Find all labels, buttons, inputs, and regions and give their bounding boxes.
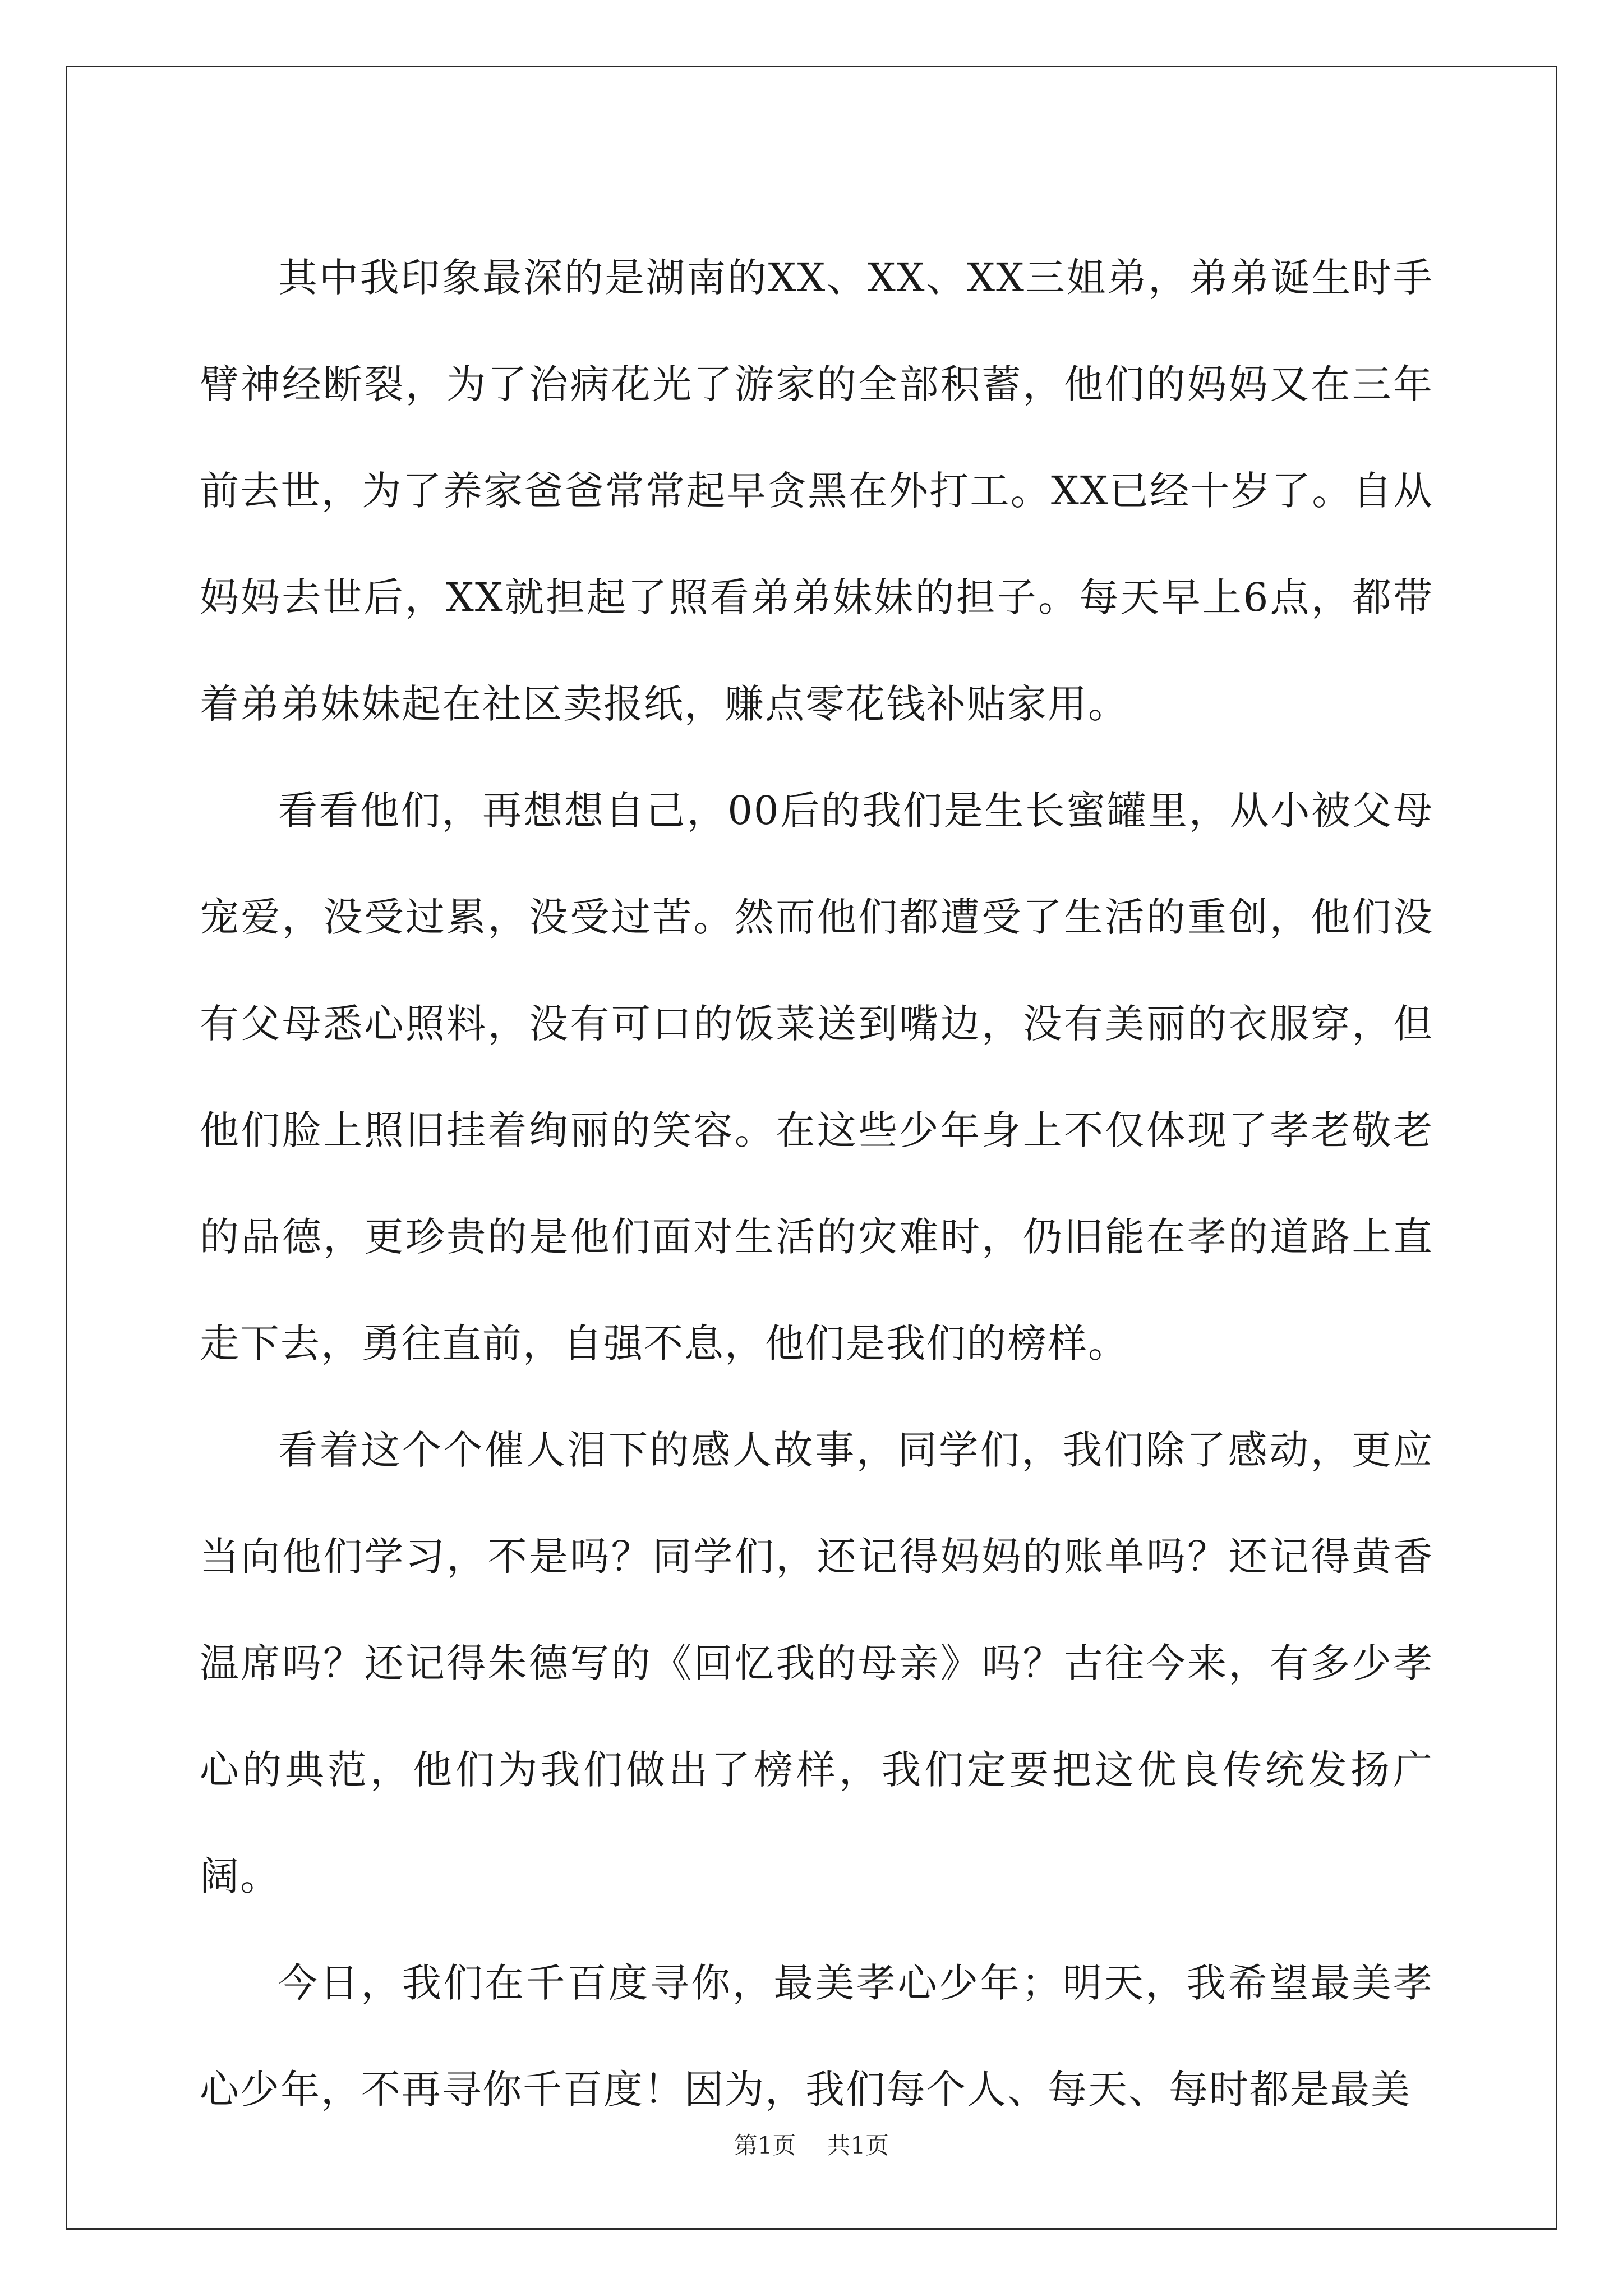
paragraph-2: 看看他们，再想想自己，00后的我们是生长蜜罐里，从小被父母宠爱，没受过累，没受过苦。然而他们都遭受了生活的重创，他们没有父母悉心照料，没有可口的饭菜送到嘴边，没有美丽的衣服穿，但他们脸上照旧挂着绚丽的笑容。在这些少年身上不仅体现了孝老敬老的品德，更珍贵的是他们面对生活的灾难时，仍旧能在孝的道路上直走下去，勇往直前，自强不息，他们是我们的榜样。 [200, 788, 1433, 1366]
paragraph-4: 今日，我们在千百度寻你，最美孝心少年；明天，我希望最美孝心少年，不再寻你千百度！因为，我们每个人、每天、每时都是最美 [200, 1960, 1433, 2113]
page-footer [0, 2129, 1623, 2162]
paragraph-3: 看着这个个催人泪下的感人故事，同学们，我们除了感动，更应当向他们学习，不是吗？同学们，还记得妈妈的账单吗？还记得黄香温席吗？还记得朱德写的《回忆我的母亲》吗？古往今来，有多少孝心的典范，他们为我们做出了榜样，我们定要把这优良传统发扬广阔。 [200, 1427, 1433, 1899]
page-number: 第1页 [734, 2132, 796, 2159]
document-body [200, 224, 1433, 2143]
paragraph-1: 其中我印象最深的是湖南的XX、XX、XX三姐弟，弟弟诞生时手臂神经断裂，为了治病花光了游家的全部积蓄，他们的妈妈又在三年前去世，为了养家爸爸常常起早贪黑在外打工。XX已经十岁了。自从妈妈去世后，XX就担起了照看弟弟妹妹的担子。每天早上6点，都带着弟弟妹妹起在社区卖报纸，赚点零花钱补贴家用。 [200, 255, 1433, 727]
page-total: 共1页 [827, 2132, 889, 2159]
